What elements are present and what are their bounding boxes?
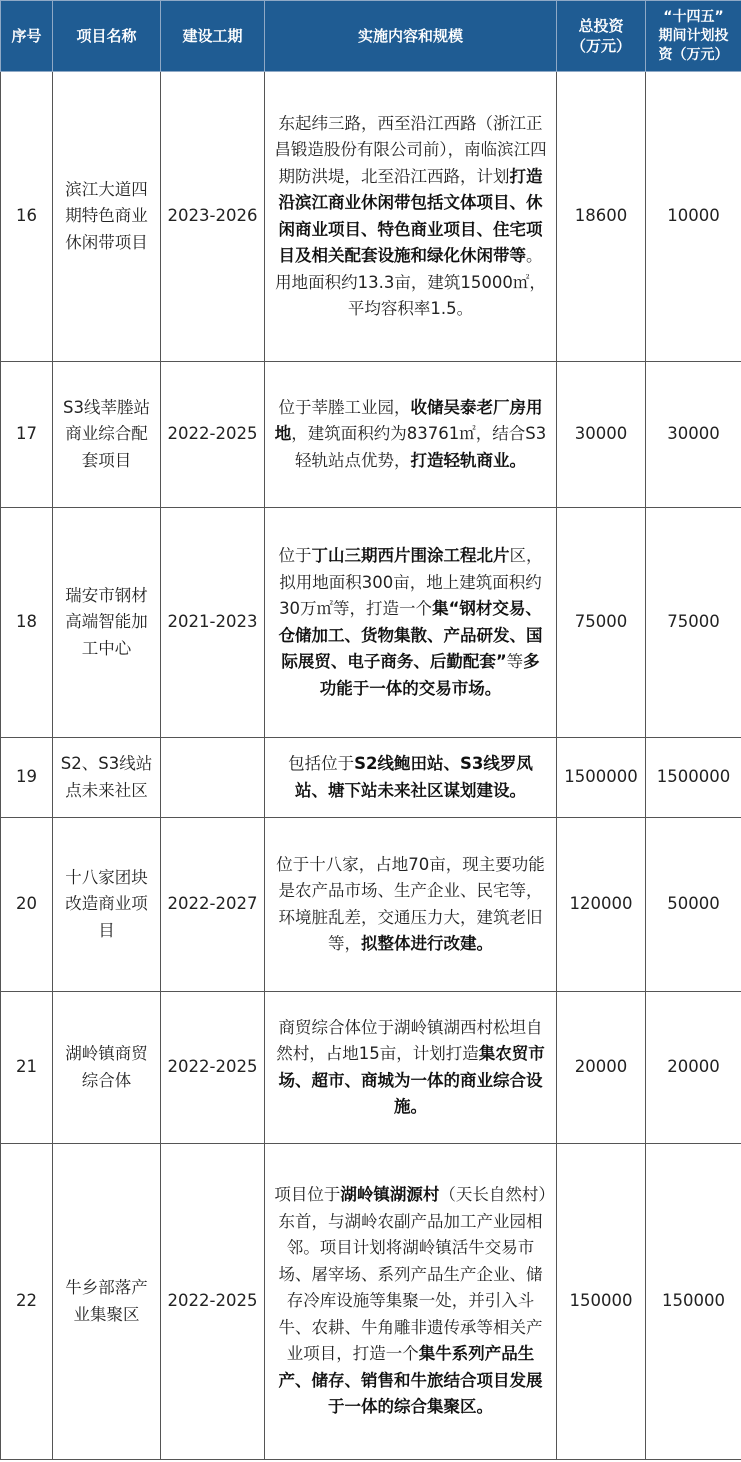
row-plan: 10000 — [646, 72, 741, 362]
table-row — [1, 508, 741, 738]
row-no: 20 — [1, 818, 53, 992]
header-content: 实施内容和规模 — [265, 1, 557, 72]
content-text: 东起纬三路，西至沿江西路（浙江正昌锻造股份有限公司前），南临滨江四期防洪堤，北至沿江西路，计划 — [274, 113, 547, 186]
row-no: 17 — [1, 362, 53, 508]
row-plan: 1500000 — [646, 738, 741, 818]
row-no: 22 — [1, 1144, 53, 1460]
row-name: 滨江大道四期特色商业休闲带项目 — [53, 72, 161, 362]
row-name: 瑞安市钢材高端智能加工中心 — [53, 508, 161, 738]
content-emphasis: 打造沿滨江商业休闲带包括文体项目、休闲商业项目、特色商业项目、住宅项目及相关配套设施和绿化休闲带等 — [278, 166, 543, 265]
row-content — [265, 818, 557, 992]
header-total-line2: （万元） — [570, 37, 631, 55]
row-period: 2021-2023 — [161, 508, 265, 738]
header-total — [557, 1, 646, 72]
content-emphasis: 湖岭镇湖源村 — [340, 1185, 440, 1205]
header-period: 建设工期 — [161, 1, 265, 72]
row-period: 2022-2025 — [161, 362, 265, 508]
row-content — [265, 72, 557, 362]
header-name: 项目名称 — [53, 1, 161, 72]
row-total: 18600 — [557, 72, 646, 362]
content-text: 区，拟用地面积300亩，地上建筑面积约30万㎡等，打造一个 — [279, 546, 543, 618]
row-content — [265, 508, 557, 738]
row-no: 18 — [1, 508, 53, 738]
row-total: 120000 — [557, 818, 646, 992]
content-text: 位于莘塍工业园， — [278, 397, 411, 417]
row-total: 20000 — [557, 992, 646, 1144]
content-text: ，建筑面积约为83761㎡，结合S3轻轨站点优势， — [291, 424, 547, 470]
row-content — [265, 992, 557, 1144]
row-name: 湖岭镇商贸综合体 — [53, 992, 161, 1144]
row-period — [161, 738, 265, 818]
row-name: S2、S3线站点未来社区 — [53, 738, 161, 818]
content-text: 位于十八家，占地70亩，现主要功能是农产品市场、生产企业、民宅等，环境脏乱差，交通压力大，建筑老旧等， — [276, 854, 545, 953]
content-text: （天长自然村）东首，与湖岭农副产品加工产业园相邻。项目计划将湖岭镇活牛交易市场、屠宰场、系列产品生产企业、储存冷库设施等集聚一处，并引入斗牛、农耕、牛角雕非遗传承等相关产业项目，打造一个 — [278, 1185, 547, 1364]
row-content — [265, 738, 557, 818]
row-no: 21 — [1, 992, 53, 1144]
row-total: 30000 — [557, 362, 646, 508]
table-row — [1, 72, 741, 362]
content-emphasis: 集“钢材交易、仓储加工、货物集散、产品研发、国际展贸、电子商务、后勤配套” — [278, 599, 543, 671]
row-period: 2023-2026 — [161, 72, 265, 362]
content-text: 等 — [506, 652, 524, 671]
row-total: 150000 — [557, 1144, 646, 1460]
row-content — [265, 362, 557, 508]
header-total-line1: 总投资 — [578, 17, 624, 35]
table-row — [1, 992, 741, 1144]
row-plan: 20000 — [646, 992, 741, 1144]
row-no: 19 — [1, 738, 53, 818]
row-plan: 150000 — [646, 1144, 741, 1460]
row-plan: 75000 — [646, 508, 741, 738]
header-plan-line3: 资（万元） — [658, 46, 729, 63]
content-emphasis: 丁山三期西片围涂工程北片 — [311, 546, 510, 565]
row-total: 75000 — [557, 508, 646, 738]
row-plan: 50000 — [646, 818, 741, 992]
content-text: 商贸综合体位于湖岭镇湖西村松坦自然村，占地15亩，计划打造 — [276, 1017, 543, 1063]
header-plan — [646, 1, 741, 72]
row-name: S3线莘塍站商业综合配套项目 — [53, 362, 161, 508]
content-text: 包括位于 — [288, 754, 355, 773]
row-plan: 30000 — [646, 362, 741, 508]
row-period: 2022-2025 — [161, 1144, 265, 1460]
content-text: 。用地面积约13.3亩，建筑15000㎡，平均容积率1.5。 — [275, 246, 546, 318]
header-plan-line2: 期间计划投 — [658, 27, 729, 44]
row-total: 1500000 — [557, 738, 646, 818]
header-plan-line1: “十四五” — [663, 8, 724, 25]
header-row — [1, 1, 741, 72]
row-name: 牛乡部落产业集聚区 — [53, 1144, 161, 1460]
content-text: 位于 — [278, 546, 312, 565]
table-row — [1, 738, 741, 818]
row-period: 2022-2027 — [161, 818, 265, 992]
header-no: 序号 — [1, 1, 53, 72]
row-name: 十八家团块改造商业项目 — [53, 818, 161, 992]
table-row — [1, 818, 741, 992]
content-emphasis: 打造轻轨商业。 — [410, 450, 526, 470]
content-text: 项目位于 — [274, 1185, 341, 1205]
content-emphasis: 集农贸市场、超市、商城为一体的商业综合设施。 — [278, 1044, 545, 1116]
content-emphasis: 收储吴泰老厂房用地 — [274, 397, 543, 444]
table-row — [1, 362, 741, 508]
content-emphasis: S2线鲍田站、S3线罗凤站、塘下站未来社区谋划建设。 — [295, 754, 533, 800]
row-no: 16 — [1, 72, 53, 362]
content-emphasis: 多功能于一体的交易市场。 — [319, 652, 540, 698]
table-row — [1, 1144, 741, 1460]
content-emphasis: 集牛系列产品生产、储存、销售和牛旅结合项目发展于一体的综合集聚区。 — [278, 1344, 543, 1417]
row-content — [265, 1144, 557, 1460]
content-emphasis: 拟整体进行改建。 — [361, 934, 493, 953]
row-period: 2022-2025 — [161, 992, 265, 1144]
